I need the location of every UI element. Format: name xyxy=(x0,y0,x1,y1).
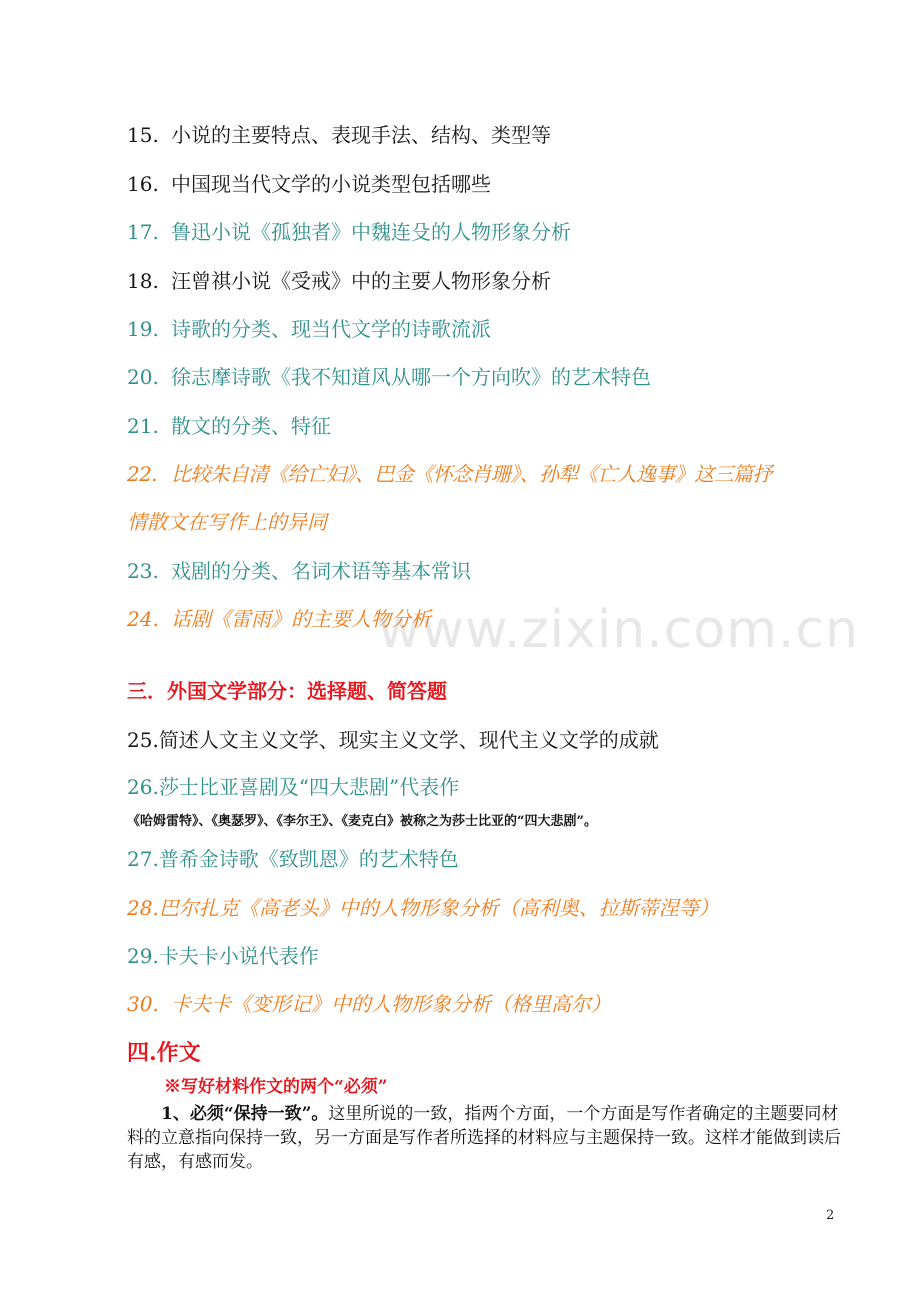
item-text: 卡夫卡小说代表作 xyxy=(158,944,319,968)
item-text: 鲁迅小说《孤独者》中魏连殳的人物形象分析 xyxy=(171,220,571,244)
list-item-15 xyxy=(127,121,551,149)
list-item-16 xyxy=(127,170,491,198)
list-item-25 xyxy=(127,726,659,754)
item-number: 16. xyxy=(127,172,159,196)
list-item-17 xyxy=(127,218,571,246)
list-item-18 xyxy=(127,267,551,295)
paragraph-body: 这里所说的一致，指两个方面，一个方面是写作者确定的主题要同材料的立意指向保持一致，另一方面是写作者所选择的材料应与主题保持一致。这样才能做到读后有感，有感而发。 xyxy=(127,1104,841,1172)
essay-paragraph xyxy=(127,1102,847,1174)
item-text: 巴尔扎克《高老头》中的人物形象分析（高利奥、拉斯蒂涅等） xyxy=(158,896,719,920)
section-4-heading: 四.作文 xyxy=(127,1040,201,1066)
list-item-20 xyxy=(127,363,651,391)
list-item-29 xyxy=(127,942,319,970)
item-number: 27. xyxy=(127,847,159,871)
item-number: 20. xyxy=(127,365,159,389)
item-text: 诗歌的分类、现当代文学的诗歌流派 xyxy=(171,317,491,341)
item-number: 17. xyxy=(127,220,159,244)
item-text: 卡夫卡《变形记》中的人物形象分析（格里高尔） xyxy=(171,992,611,1016)
item-text: 简述人文主义文学、现实主义文学、现代主义文学的成就 xyxy=(158,728,659,752)
item-text: 普希金诗歌《致凯恩》的艺术特色 xyxy=(158,847,459,871)
item-number: 24. xyxy=(127,607,159,631)
tragedies-note: 《哈姆雷特》、《奥瑟罗》、《李尔王》、《麦克白》被称之为莎士比亚的“四大悲剧”。 xyxy=(127,814,597,829)
list-item-19 xyxy=(127,315,491,343)
paragraph-lead: 1、必须“保持一致”。 xyxy=(161,1104,329,1124)
item-text: 比较朱自清《给亡妇》、巴金《怀念肖珊》、孙犁《亡人逸事》这三篇抒 xyxy=(171,462,772,486)
list-item-23 xyxy=(127,557,471,585)
item-text: 莎士比亚喜剧及“四大悲剧”代表作 xyxy=(158,775,460,799)
item-text: 戏剧的分类、名词术语等基本常识 xyxy=(171,559,471,583)
section-3-heading: 三．外国文学部分：选择题、简答题 xyxy=(127,679,447,703)
item-text: 徐志摩诗歌《我不知道风从哪一个方向吹》的艺术特色 xyxy=(171,365,651,389)
item-number: 19. xyxy=(127,317,159,341)
watermark: www.zixin.com.cn xyxy=(378,600,859,660)
list-item-22-continued xyxy=(127,508,327,536)
item-number: 26. xyxy=(127,775,159,799)
item-number: 15. xyxy=(127,123,159,147)
item-text-continued: 情散文在写作上的异同 xyxy=(127,510,327,534)
item-number: 25. xyxy=(127,728,159,752)
list-item-27 xyxy=(127,845,459,873)
essay-subheading: ※写好材料作文的两个“必须” xyxy=(164,1077,388,1097)
item-number: 18. xyxy=(127,269,159,293)
list-item-30 xyxy=(127,990,611,1018)
item-number: 22. xyxy=(127,462,158,486)
page-number: 2 xyxy=(826,1208,835,1223)
item-number: 23. xyxy=(127,559,159,583)
item-text: 中国现当代文学的小说类型包括哪些 xyxy=(171,172,491,196)
list-item-26 xyxy=(127,773,459,801)
item-number: 29. xyxy=(127,944,159,968)
item-number: 28. xyxy=(127,896,159,920)
list-item-21 xyxy=(127,412,331,440)
item-number: 21. xyxy=(127,414,159,438)
item-text: 散文的分类、特征 xyxy=(171,414,331,438)
item-number: 30. xyxy=(127,992,159,1016)
item-text: 话剧《雷雨》的主要人物分析 xyxy=(171,607,431,631)
list-item-22 xyxy=(127,460,772,488)
item-text: 小说的主要特点、表现手法、结构、类型等 xyxy=(171,123,551,147)
item-text: 汪曾祺小说《受戒》中的主要人物形象分析 xyxy=(171,269,551,293)
list-item-28 xyxy=(127,894,719,922)
